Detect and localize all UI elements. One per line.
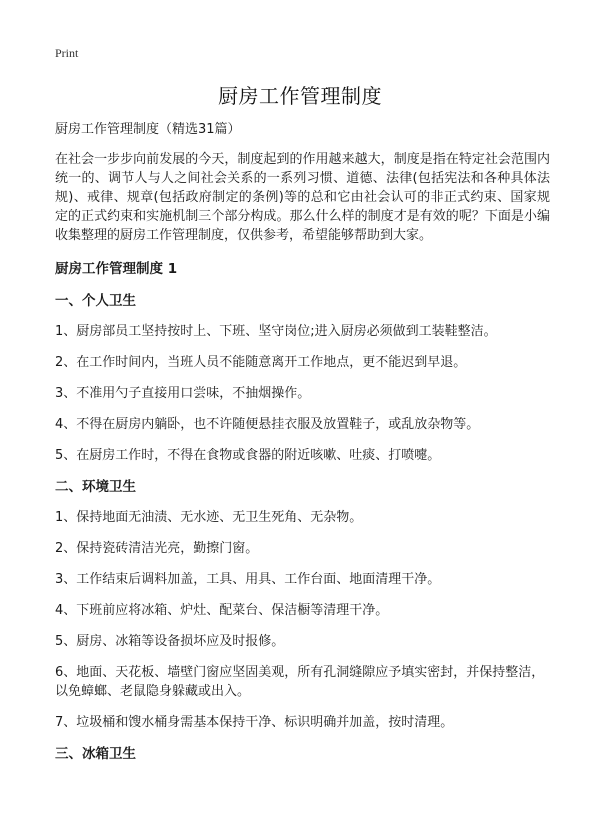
list-item: 2、在工作时间内，当班人员不能随意离开工作地点，更不能迟到早退。 [55,355,467,370]
sub-heading: 一、个人卫生 [55,293,136,309]
print-link[interactable]: Print [55,46,79,60]
section-heading: 厨房工作管理制度 1 [55,261,178,277]
list-item: 3、工作结束后调料加盖，工具、用具、工作台面、地面清理干净。 [55,572,441,587]
list-item: 1、保持地面无油渍、无水迹、无卫生死角、无杂物。 [55,510,363,525]
document-content [55,120,550,775]
list-item: 1、厨房部员工坚持按时上、下班、坚守岗位;进入厨房必须做到工装鞋整洁。 [55,324,497,339]
list-item: 7、垃圾桶和馊水桶身需基本保持干净、标识明确并加盖，按时清理。 [55,715,454,730]
document-subtitle: 厨房工作管理制度（精选31篇） [55,122,241,137]
page-title: 厨房工作管理制度 [218,84,382,108]
section-hygiene-personal [55,291,550,465]
section-hygiene-environment [55,477,550,732]
list-item: 2、保持瓷砖清洁光亮，勤擦门窗。 [55,541,259,556]
list-item: 5、厨房、冰箱等设备损坏应及时报修。 [55,634,285,649]
sub-heading: 二、环境卫生 [55,479,136,495]
list-item: 6、地面、天花板、墙壁门窗应坚固美观，所有孔洞缝隙应予填实密封，并保持整洁，以免蟑螂、老鼠隐身躲藏或出入。 [55,665,545,699]
section-hygiene-fridge [55,744,550,764]
list-item: 4、下班前应将冰箱、炉灶、配菜台、保洁橱等清理干净。 [55,603,389,618]
sub-heading: 三、冰箱卫生 [55,746,136,762]
intro-paragraph: 在社会一步步向前发展的今天，制度起到的作用越来越大，制度是指在特定社会范围内统一的、调节人与人之间社会关系的一系列习惯、道德、法律(包括宪法和各种具体法规)、戒律、规章(包括政府制定的条例)等的总和它由社会认可的非正式约束、国家规定的正式约束和实施机制三个部分构成。那么什么样的制度才是有效的呢？下面是小编收集整理的厨房工作管理制度，仅供参考，希望能够帮助到大家。 [55,152,550,243]
list-item: 5、在厨房工作时，不得在食物或食器的附近咳嗽、吐痰、打喷嚏。 [55,448,441,463]
list-item: 3、不准用勺子直接用口尝味，不抽烟操作。 [55,386,311,401]
list-item: 4、不得在厨房内躺卧，也不许随便悬挂衣服及放置鞋子，或乱放杂物等。 [55,417,480,432]
